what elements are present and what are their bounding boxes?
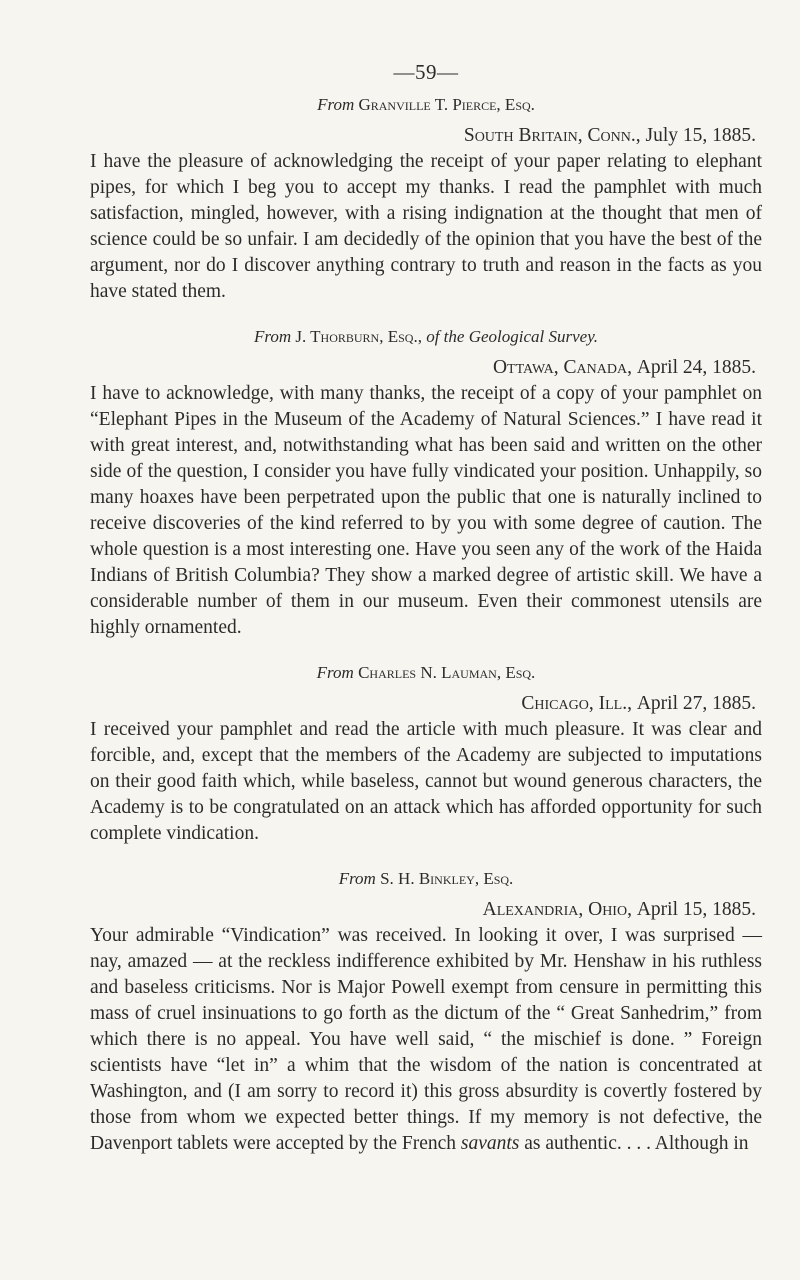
from-prefix: From: [253, 327, 292, 346]
from-name: S. H. Binkley, Esq.: [380, 869, 514, 888]
dateline-place: Ottawa, Canada,: [492, 357, 632, 378]
from-prefix: From: [316, 663, 354, 682]
dateline-date: April 15, 1885.: [636, 899, 756, 920]
document-page: [90, 60, 762, 1177]
body-text-part: as authentic. . . . Although in: [519, 1133, 749, 1154]
letter-thorburn: [90, 325, 762, 641]
letter-from-line: [90, 325, 762, 349]
letter-dateline: [90, 897, 756, 923]
letter-pierce: [90, 93, 762, 305]
letter-from-line: [90, 867, 762, 891]
letter-lauman: [90, 661, 762, 847]
letter-binkley: [90, 867, 762, 1157]
letter-dateline: [90, 355, 756, 381]
from-name: J. Thorburn, Esq.,: [295, 327, 422, 346]
body-text-part: Your admirable “Vindication” was received. In looking it over, I was surprised — nay, amazed — at the reckless indifference exhibited by Mr. Henshaw in his ruthless and baseless criticisms. Nor is Major Powell exempt from censure in permitting this mass of cruel insinuations to go forth as the dictum of the “ Great Sanhedrim,” from which there is no appeal. You have well said, “ the mischief is done. ” Foreign scientists have “let in” a whim that the wisdom of the nation is concentrated at Washington, and (I am sorry to record it) this gross absurdity is covertly fostered by those from whom we expected better things. If my memory is not defective, the Davenport tablets were accepted by the French: [90, 925, 762, 1154]
from-affiliation: of the Geological Survey.: [426, 327, 599, 346]
letter-body: [90, 923, 762, 1157]
from-prefix: From: [338, 869, 376, 888]
letter-from-line: [90, 661, 762, 685]
dateline-place: Chicago, Ill.,: [521, 693, 632, 714]
from-prefix: From: [317, 95, 355, 114]
letter-dateline: [90, 691, 756, 717]
from-name: Charles N. Lauman, Esq.: [358, 663, 536, 682]
dateline-date: April 24, 1885.: [636, 357, 756, 378]
from-name: Granville T. Pierce, Esq.: [358, 95, 535, 114]
page-number: —59—: [393, 60, 459, 84]
letter-dateline: [90, 123, 756, 149]
letter-body: I have to acknowledge, with many thanks, the receipt of a copy of your pamphlet on “Elephant Pipes in the Museum of the Academy of Natural Sciences.” I have read it with great interest, and, notwithstanding what has been said and written on the other side of the question, I consider you have fully vindicated your position. Unhappily, so many hoaxes have been perpetrated upon the public that one is naturally inclined to receive discoveries of the kind referred to by you with some degree of caution. The whole question is a most interesting one. Have you seen any of the work of the Haida Indians of British Columbia? They show a marked degree of artistic skill. We have a considerable number of them in our museum. Even their commonest utensils are highly ornamented.: [90, 383, 762, 638]
letter-body: I have the pleasure of acknowledging the receipt of your paper relating to elephant pipes, for which I beg you to accept my thanks. I read the pamphlet with much satisfaction, mingled, however, with a rising indignation at the thought that men of science could be so unfair. I am decidedly of the opinion that you have the best of the argument, nor do I discover anything contrary to truth and reason in the facts as you have stated them.: [90, 151, 762, 302]
dateline-date: April 27, 1885.: [636, 693, 756, 714]
letter-body: I received your pamphlet and read the article with much pleasure. It was clear and forcible, and, except that the members of the Academy are subjected to imputations on their good faith which, while baseless, cannot but wound generous characters, the Academy is to be congratulated on an attack which has afforded opportunity for such complete vindication.: [90, 719, 762, 844]
dateline-place: South Britain, Conn.,: [463, 125, 641, 146]
body-italic-word: savants: [460, 1133, 520, 1154]
dateline-date: July 15, 1885.: [645, 125, 756, 146]
letter-from-line: [90, 93, 762, 117]
dateline-place: Alexandria, Ohio,: [482, 899, 632, 920]
